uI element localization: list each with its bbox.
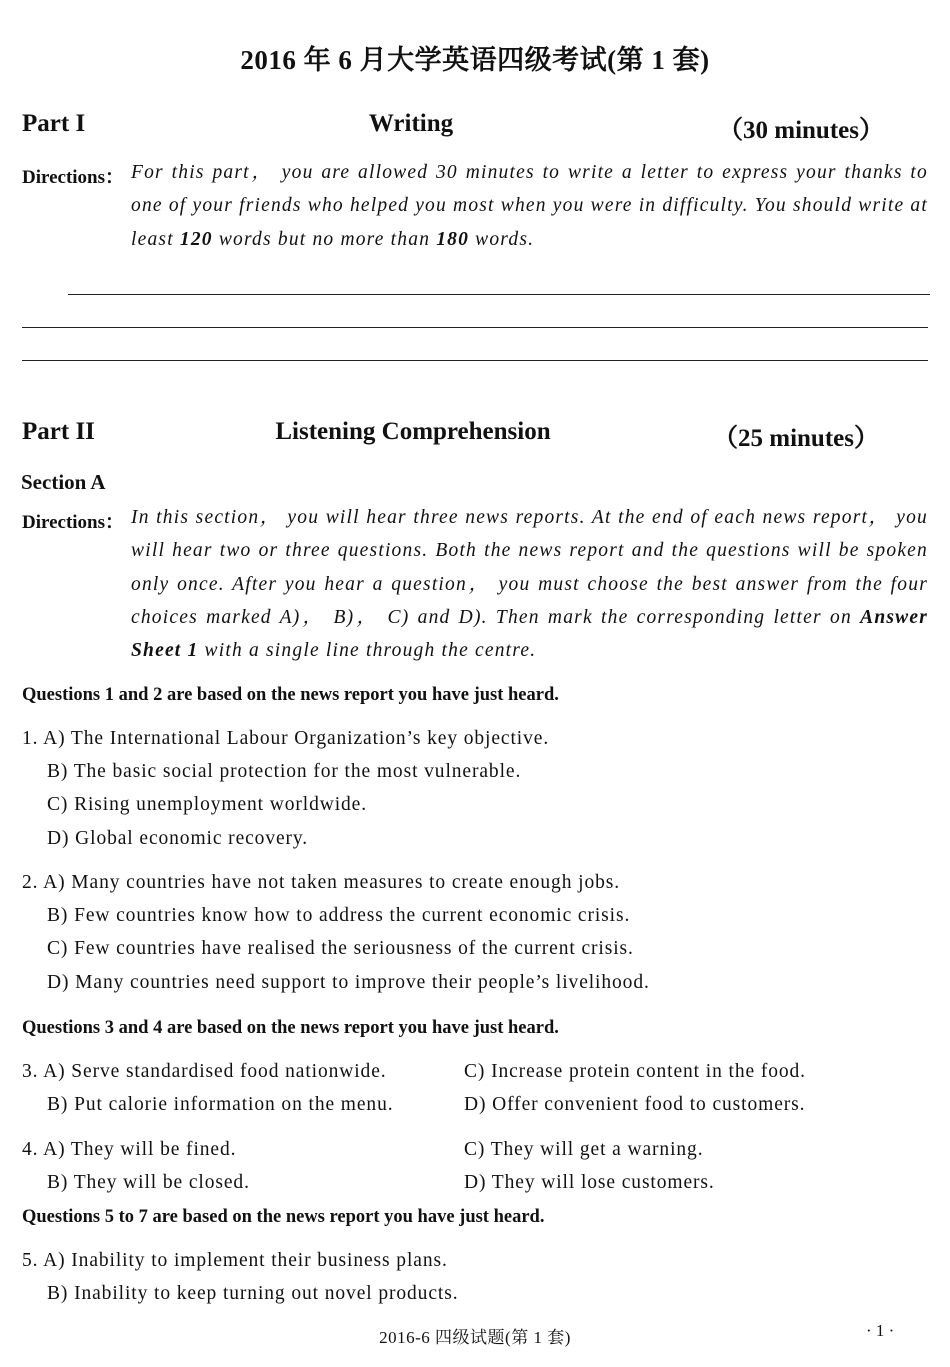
part2-directions-label: Directions： <box>22 512 125 533</box>
part2-name: Listening Comprehension <box>275 418 551 445</box>
q4-option-a: 4. A) They will be fined. <box>22 1139 237 1160</box>
q2-option-b: B) Few countries know how to address the current economic crisis. <box>47 905 631 926</box>
part2-directions-post: with a single line through the centre. <box>198 640 537 662</box>
part1-name: Writing <box>368 110 454 137</box>
q4-option-c: C) They will get a warning. <box>464 1139 704 1160</box>
question-group-heading: Questions 1 and 2 are based on the news report you have just heard. <box>22 685 559 705</box>
q5-option-b: B) Inability to keep turning out novel products. <box>47 1283 459 1304</box>
part1-directions-post: words. <box>469 228 535 250</box>
q2-option-a: 2. A) Many countries have not taken measures to create enough jobs. <box>22 872 621 893</box>
q3-option-d: D) Offer convenient food to customers. <box>464 1094 806 1115</box>
q2-option-d: D) Many countries need support to improve their people’s livelihood. <box>47 972 650 993</box>
writing-line <box>68 294 930 295</box>
q5-option-a: 5. A) Inability to implement their business plans. <box>22 1250 448 1271</box>
part1-directions-mid: words but no more than <box>212 228 437 250</box>
part1-directions-pre: For this part， you are allowed 30 minutes to write a letter to express your thanks to one of your friends who helped you most when you were in difficulty. You should write at least <box>131 162 928 250</box>
q1-option-b: B) The basic social protection for the most vulnerable. <box>47 761 522 782</box>
max-words: 180 <box>436 228 470 250</box>
question-group-heading: Questions 5 to 7 are based on the news report you have just heard. <box>22 1207 545 1227</box>
answer-sheet-ref: Answer Sheet 1 <box>131 606 928 662</box>
q3-option-b: B) Put calorie information on the menu. <box>47 1094 394 1115</box>
page-footer: 2016-6 四级试题(第 1 套) <box>379 1328 571 1347</box>
page-number: · 1 · <box>866 1321 895 1340</box>
q4-option-d: D) They will lose customers. <box>464 1172 715 1193</box>
section-heading: Section A <box>21 470 106 494</box>
q3-option-c: C) Increase protein content in the food. <box>464 1061 806 1082</box>
part1-directions-label: Directions： <box>22 167 125 188</box>
q2-option-c: C) Few countries have realised the seriousness of the current crisis. <box>47 938 634 959</box>
q3-option-a: 3. A) Serve standardised food nationwide. <box>22 1061 387 1082</box>
writing-line <box>22 327 928 328</box>
q1-option-c: C) Rising unemployment worldwide. <box>47 794 368 815</box>
part2-time: （25 minutes） <box>713 425 879 452</box>
q4-option-b: B) They will be closed. <box>47 1172 250 1193</box>
writing-line <box>22 360 928 361</box>
q1-option-d: D) Global economic recovery. <box>47 828 309 849</box>
part2-label: Part II <box>22 418 95 445</box>
part1-directions <box>131 156 928 256</box>
part1-time: （30 minutes） <box>718 117 884 144</box>
part2-directions-pre: In this section， you will hear three news reports. At the end of each news report， you will hear two or three questions. Both the news report and the questions will be spoken only once. After you hear a question， you must choose the best answer from the four choices marked A)， B)， C) and D). Then mark the corresponding letter on <box>131 507 928 628</box>
part2-directions <box>131 501 928 667</box>
page-title: 2016 年 6 月大学英语四级考试(第 1 套) <box>240 45 710 75</box>
q1-option-a: 1. A) The International Labour Organization’s key objective. <box>22 728 550 749</box>
min-words: 120 <box>179 228 213 250</box>
question-group-heading: Questions 3 and 4 are based on the news report you have just heard. <box>22 1018 559 1038</box>
part1-label: Part I <box>22 110 86 137</box>
